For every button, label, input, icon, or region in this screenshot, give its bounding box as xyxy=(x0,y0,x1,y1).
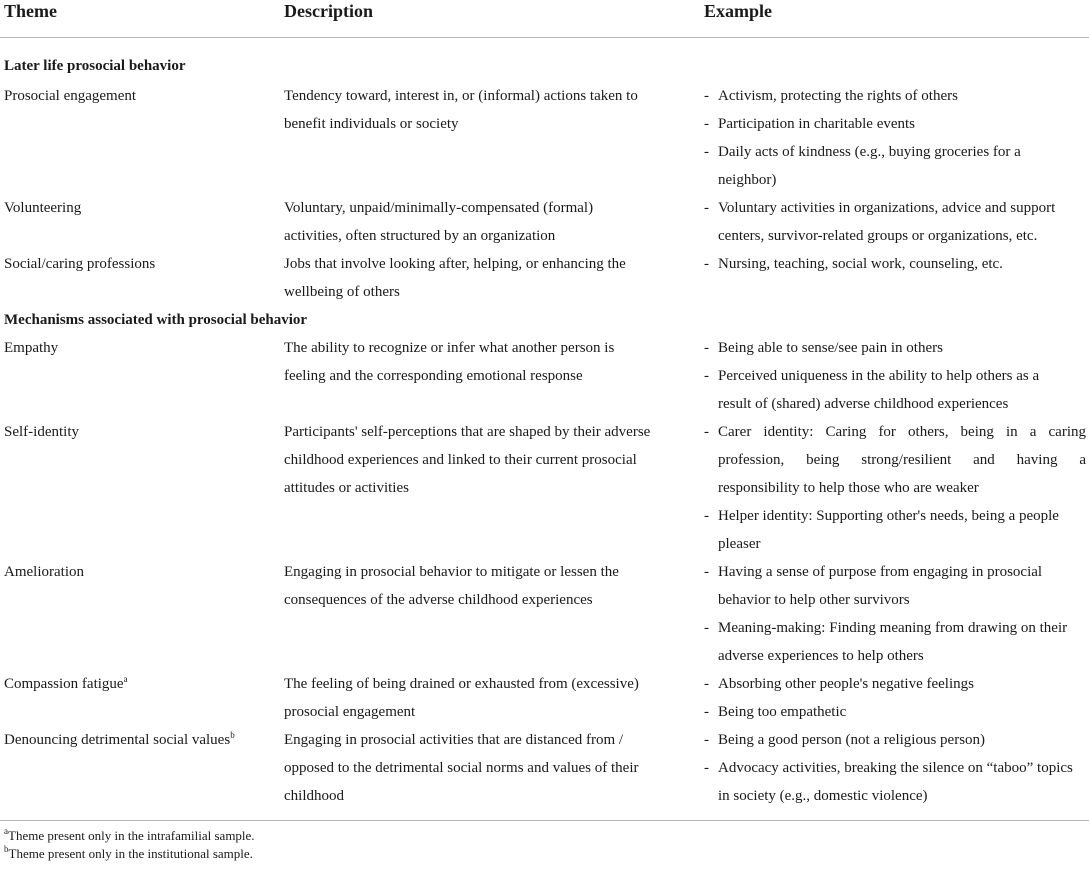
example-line xyxy=(704,642,1086,670)
description-line: Voluntary, unpaid/minimally-compensated (formal) xyxy=(284,200,594,216)
description-line: childhood xyxy=(284,788,344,804)
example-line xyxy=(704,362,1086,390)
footnote-line xyxy=(4,828,255,844)
table-body xyxy=(0,38,1089,810)
theme-cell xyxy=(4,726,274,754)
example-item xyxy=(704,670,1086,698)
example-text: adverse experiences to help others xyxy=(718,648,924,664)
theme-label: Empathy xyxy=(4,340,59,356)
theme-cell xyxy=(4,670,274,698)
description-cell xyxy=(284,82,684,138)
example-line xyxy=(704,530,1086,558)
bullet-dash: - xyxy=(704,620,709,636)
header-theme: Theme xyxy=(4,1,57,21)
table-row xyxy=(0,418,1089,558)
bullet-dash: - xyxy=(704,116,709,132)
example-cell xyxy=(704,250,1086,278)
header-description: Description xyxy=(284,1,373,21)
description-line: attitudes or activities xyxy=(284,480,409,496)
theme-label: Social/caring professions xyxy=(4,256,156,272)
example-text: centers, survivor-related groups or organizations, etc. xyxy=(718,228,1038,244)
theme-cell xyxy=(4,194,274,222)
bullet-dash: - xyxy=(704,508,709,524)
theme-text xyxy=(4,726,274,754)
bullet-dash: - xyxy=(704,732,709,748)
example-line xyxy=(704,698,1086,726)
bullet-dash: - xyxy=(704,200,709,216)
bullet-dash: - xyxy=(704,424,709,440)
example-text: Advocacy activities, breaking the silence on “taboo” topics xyxy=(718,760,1073,776)
bullet-dash: - xyxy=(704,256,709,272)
theme-cell xyxy=(4,558,274,586)
footnote-text: Theme present only in the institutional sample. xyxy=(8,846,253,861)
example-text: in society (e.g., domestic violence) xyxy=(718,788,928,804)
table-row xyxy=(0,670,1089,726)
theme-text xyxy=(4,82,274,110)
footnote-mark: a xyxy=(4,826,8,836)
description-cell xyxy=(284,250,684,306)
example-line xyxy=(704,166,1086,194)
example-cell xyxy=(704,558,1086,670)
example-line xyxy=(704,334,1086,362)
example-line xyxy=(704,726,1086,754)
section-heading: Mechanisms associated with prosocial behavior xyxy=(4,312,308,328)
example-line xyxy=(704,614,1086,642)
theme-cell xyxy=(4,418,274,446)
theme-text xyxy=(4,334,274,362)
example-line xyxy=(704,558,1086,586)
example-item xyxy=(704,138,1086,194)
description-line: benefit individuals or society xyxy=(284,116,459,132)
theme-text xyxy=(4,670,274,698)
description-cell xyxy=(284,418,684,502)
description-line: Jobs that involve looking after, helping, or enhancing the xyxy=(284,256,626,272)
example-line xyxy=(704,502,1086,530)
description-cell xyxy=(284,194,684,250)
example-item xyxy=(704,362,1086,418)
footnote-line xyxy=(4,846,253,862)
example-line xyxy=(704,250,1086,278)
description-line: wellbeing of others xyxy=(284,284,400,300)
example-text: behavior to help other survivors xyxy=(718,592,910,608)
footnote-text: Theme present only in the intrafamilial sample. xyxy=(8,828,255,843)
example-line xyxy=(704,446,1086,474)
table-row xyxy=(0,334,1089,418)
bullet-dash: - xyxy=(704,368,709,384)
example-text: Participation in charitable events xyxy=(718,116,916,132)
example-text: Perceived uniqueness in the ability to help others as a xyxy=(718,368,1040,384)
table-row xyxy=(0,558,1089,670)
example-line xyxy=(704,390,1086,418)
example-item xyxy=(704,698,1086,726)
description-cell xyxy=(284,334,684,390)
example-item xyxy=(704,614,1086,670)
theme-label: Compassion fatigue xyxy=(4,676,124,692)
example-text: profession, being strong/resilient and having a xyxy=(718,452,1086,468)
theme-text xyxy=(4,194,274,222)
description-cell xyxy=(284,726,684,810)
description-line: Tendency toward, interest in, or (informal) actions taken to xyxy=(284,88,638,104)
description-line: opposed to the detrimental social norms and values of their xyxy=(284,760,639,776)
theme-label: Denouncing detrimental social values xyxy=(4,732,231,748)
theme-label: Self-identity xyxy=(4,424,79,440)
description-cell xyxy=(284,558,684,614)
example-text: responsibility to help those who are weaker xyxy=(718,480,979,496)
example-text: Carer identity: Caring for others, being in a caring xyxy=(718,424,1086,440)
theme-text xyxy=(4,558,274,586)
table-bottom-rule xyxy=(0,820,1089,821)
example-text: Daily acts of kindness (e.g., buying groceries for a xyxy=(718,144,1021,160)
example-text: Nursing, teaching, social work, counseling, etc. xyxy=(718,256,1003,272)
example-text: Being able to sense/see pain in others xyxy=(718,340,943,356)
example-cell xyxy=(704,334,1086,418)
bullet-dash: - xyxy=(704,760,709,776)
example-cell xyxy=(704,726,1086,810)
theme-label: Volunteering xyxy=(4,200,82,216)
example-line xyxy=(704,82,1086,110)
example-text: Absorbing other people's negative feelings xyxy=(718,676,974,692)
theme-cell xyxy=(4,334,274,362)
theme-text xyxy=(4,250,274,278)
example-cell xyxy=(704,82,1086,194)
example-item xyxy=(704,418,1086,502)
example-line xyxy=(704,110,1086,138)
example-cell xyxy=(704,418,1086,558)
example-line xyxy=(704,586,1086,614)
example-cell xyxy=(704,670,1086,726)
table-header-row xyxy=(0,0,1089,38)
example-text: Voluntary activities in organizations, advice and support xyxy=(718,200,1056,216)
description-line: Engaging in prosocial behavior to mitigate or lessen the xyxy=(284,564,619,580)
header-example: Example xyxy=(704,1,773,21)
section-heading-row xyxy=(0,38,1089,82)
example-cell xyxy=(704,194,1086,250)
example-item xyxy=(704,754,1086,810)
bullet-dash: - xyxy=(704,144,709,160)
description-line: Participants' self-perceptions that are shaped by their adverse xyxy=(284,424,651,440)
example-item xyxy=(704,250,1086,278)
section-heading-row xyxy=(0,306,1089,334)
example-item xyxy=(704,110,1086,138)
description-line: The ability to recognize or infer what another person is xyxy=(284,340,615,356)
section-heading: Later life prosocial behavior xyxy=(4,58,186,74)
description-line: feeling and the corresponding emotional response xyxy=(284,368,583,384)
description-cell xyxy=(284,670,684,726)
example-text: Helper identity: Supporting other's needs, being a people xyxy=(718,508,1059,524)
example-item xyxy=(704,82,1086,110)
example-line xyxy=(704,138,1086,166)
example-text: Meaning-making: Finding meaning from drawing on their xyxy=(718,620,1068,636)
example-line xyxy=(704,670,1086,698)
description-line: The feeling of being drained or exhausted from (excessive) xyxy=(284,676,639,692)
theme-text xyxy=(4,418,274,446)
bullet-dash: - xyxy=(704,564,709,580)
example-text: Being too empathetic xyxy=(718,704,847,720)
theme-cell xyxy=(4,82,274,110)
table-row xyxy=(0,250,1089,306)
example-item xyxy=(704,726,1086,754)
theme-label: Prosocial engagement xyxy=(4,88,137,104)
footnote-marker: b xyxy=(230,730,235,740)
example-line xyxy=(704,194,1086,222)
example-item xyxy=(704,502,1086,558)
example-item xyxy=(704,558,1086,614)
table-row xyxy=(0,726,1089,810)
description-line: consequences of the adverse childhood experiences xyxy=(284,592,593,608)
bullet-dash: - xyxy=(704,88,709,104)
description-line: activities, often structured by an organization xyxy=(284,228,556,244)
footnote-mark: b xyxy=(4,844,9,854)
example-text: Activism, protecting the rights of others xyxy=(718,88,958,104)
table-row xyxy=(0,194,1089,250)
example-item xyxy=(704,334,1086,362)
example-line xyxy=(704,474,1086,502)
description-line: childhood experiences and linked to their current prosocial xyxy=(284,452,637,468)
theme-label: Amelioration xyxy=(4,564,84,580)
description-line: Engaging in prosocial activities that are distanced from / xyxy=(284,732,624,748)
example-line xyxy=(704,754,1086,782)
bullet-dash: - xyxy=(704,340,709,356)
bullet-dash: - xyxy=(704,676,709,692)
example-line xyxy=(704,418,1086,446)
example-text: pleaser xyxy=(718,536,761,552)
example-text: Having a sense of purpose from engaging in prosocial xyxy=(718,564,1043,580)
bullet-dash: - xyxy=(704,704,709,720)
table-row xyxy=(0,82,1089,194)
example-line xyxy=(704,222,1086,250)
example-item xyxy=(704,194,1086,250)
description-line: prosocial engagement xyxy=(284,704,416,720)
example-line xyxy=(704,782,1086,810)
theme-cell xyxy=(4,250,274,278)
footnote-marker: a xyxy=(123,674,128,684)
example-text: Being a good person (not a religious person) xyxy=(718,732,986,748)
example-text: result of (shared) adverse childhood experiences xyxy=(718,396,1009,412)
example-text: neighbor) xyxy=(718,172,777,188)
